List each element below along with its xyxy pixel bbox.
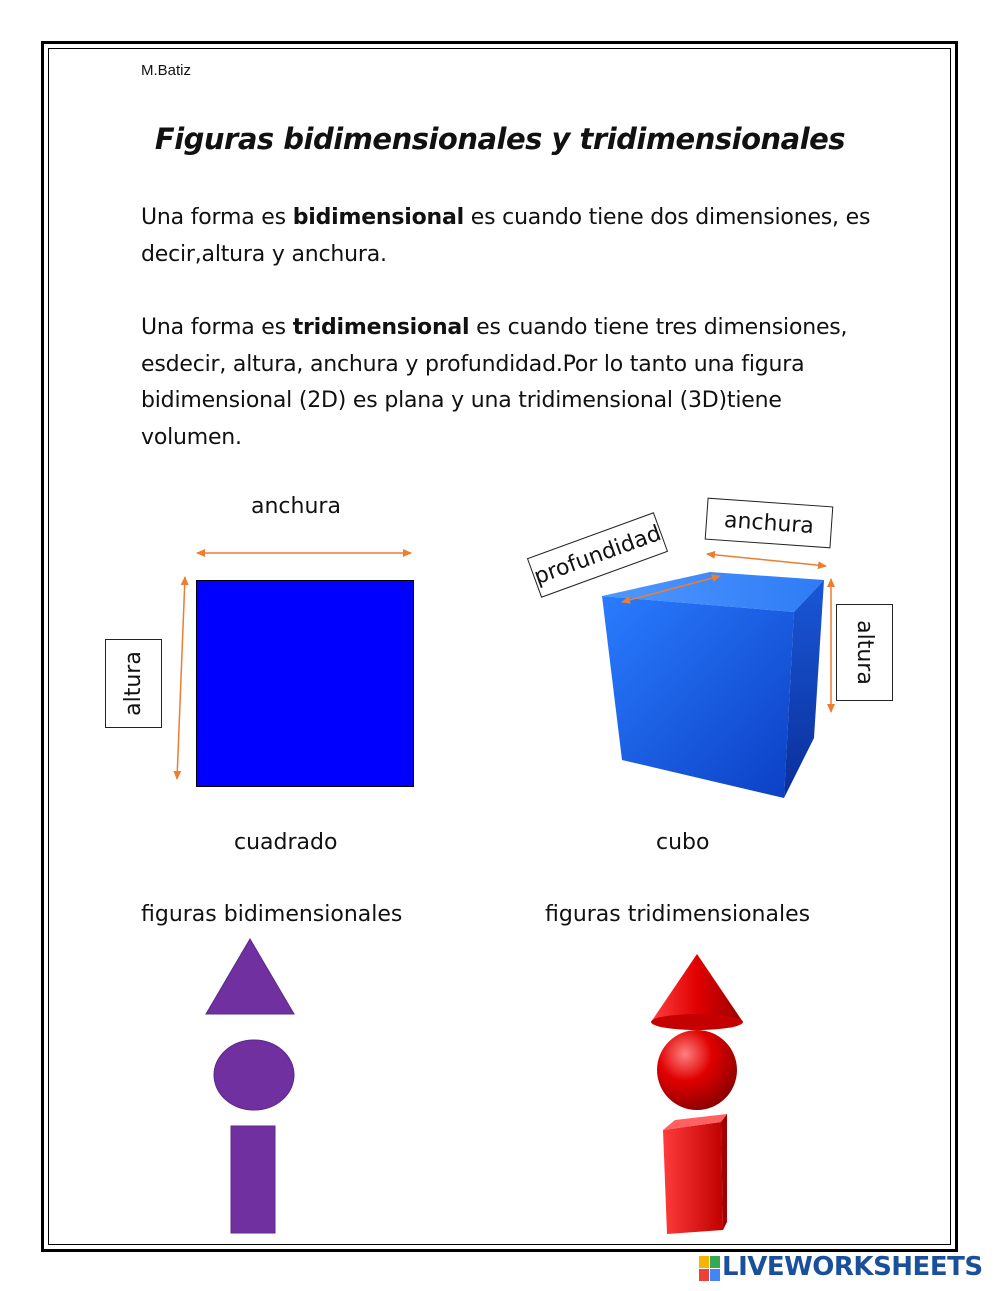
square-caption: cuadrado [234,830,338,855]
cube-height-label: altura [852,620,878,685]
cube-width-box [705,498,834,549]
red-sphere [657,1030,737,1110]
paragraph2-post: es cuando tiene tres dimensiones, esdecir, altura, anchura y profundidad.Por lo tanto una figura bidimensional (2D) es plana y una tridimensional (3D)tiene volumen. [141,315,848,450]
cube-caption: cubo [656,830,710,855]
square-height-label: altura [121,651,147,716]
square-height-box [105,639,162,728]
purple-triangle [206,939,294,1014]
solid-shapes-heading: figuras tridimensionales [545,902,811,927]
cube-depth-label: profundidad [530,520,665,590]
blue-square [196,580,414,787]
cube-width-arrow [707,554,826,566]
liveworksheets-brand[interactable]: LIVEWORKSHEETS [722,1252,983,1282]
page-title: Figuras bidimensionales y tridimensionales [154,122,846,156]
paragraph1-pre: Una forma es [141,205,293,230]
flat-shapes-group [200,935,300,1235]
flat-shapes-heading: figuras bidimensionales [141,902,403,927]
author-name: M.Batiz [141,62,192,79]
cube-height-box [836,604,893,701]
purple-circle [214,1040,294,1110]
paragraph2-pre: Una forma es [141,315,293,340]
square-height-arrow [177,577,185,779]
paragraph1-bold-term: bidimensional [292,205,464,230]
solid-shapes-group [645,950,755,1240]
blue-cube [590,568,830,803]
red-cone-base [651,1014,743,1030]
liveworksheets-logo-icon [699,1256,721,1282]
square-width-label: anchura [251,494,341,519]
paragraph1-post: es cuando tiene dos dimensiones, es decir,altura y anchura. [141,205,871,267]
cube-width-label: anchura [723,507,815,539]
red-prism [663,1122,723,1234]
purple-rectangle [231,1126,275,1233]
red-cone [651,954,743,1022]
paragraph2-bold-term: tridimensional [292,315,470,340]
